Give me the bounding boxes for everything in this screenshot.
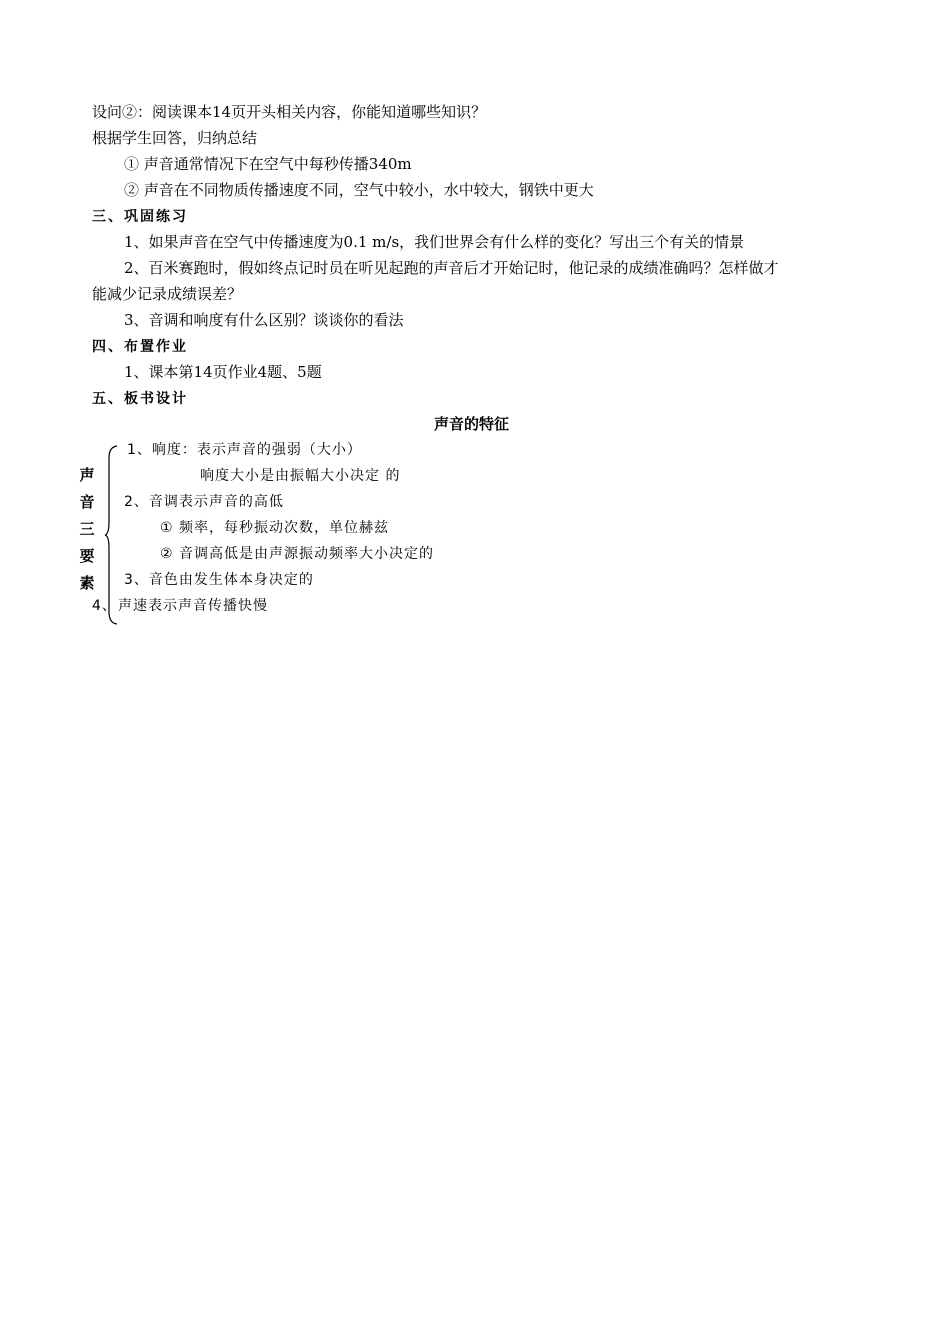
board-item-4: 声速表示声音传播快慢 [118,598,268,614]
section-heading-homework: 四、布置作业 [92,339,188,355]
summary-point-2: ② 声音在不同物质传播速度不同，空气中较小，水中较大，钢铁中更大 [124,181,594,199]
exercise-1: 1、如果声音在空气中传播速度为0.1 m/s，我们世界会有什么样的变化？写出三个有关的情景 [124,233,745,251]
side-char: 要 [79,547,95,565]
section-heading-practice: 三、巩固练习 [92,209,188,225]
board-title: 声音的特征 [434,415,510,433]
question-line: 设问②：阅读课本14页开头相关内容，你能知道哪些知识？ [92,103,487,121]
board-item-4-number: 4、 [92,598,117,614]
summary-point-1: ① 声音通常情况下在空气中每秒传播340m [124,155,412,173]
exercise-2-line-1: 2、百米赛跑时，假如终点记时员在听见起跑的声音后才开始记时，他记录的成绩准确吗？怎样做才 [124,259,779,277]
board-item-1: 1、响度：表示声音的强弱（大小） [127,442,362,458]
homework-1: 1、课本第14页作业4题、5题 [124,363,322,381]
board-item-2: 2、音调表示声音的高低 [124,494,284,510]
side-char: 音 [79,493,95,511]
side-char: 三 [79,520,95,538]
side-char: 声 [79,466,95,484]
board-item-2-sub-2: ② 音调高低是由声源振动频率大小决定的 [160,546,434,562]
section-heading-board-design: 五、板书设计 [92,391,188,407]
board-item-2-sub-1: ① 频率，每秒振动次数，单位赫兹 [160,520,390,536]
exercise-2-line-2: 能减少记录成绩误差？ [92,285,243,303]
board-item-3: 3、音色由发生体本身决定的 [124,572,314,588]
board-item-1-sub: 响度大小是由振幅大小决定 的 [200,468,401,484]
side-char: 素 [79,574,95,592]
exercise-3: 3、音调和响度有什么区别？谈谈你的看法 [124,311,404,329]
board-side-label [76,462,98,597]
summary-line: 根据学生回答，归纳总结 [92,129,258,147]
